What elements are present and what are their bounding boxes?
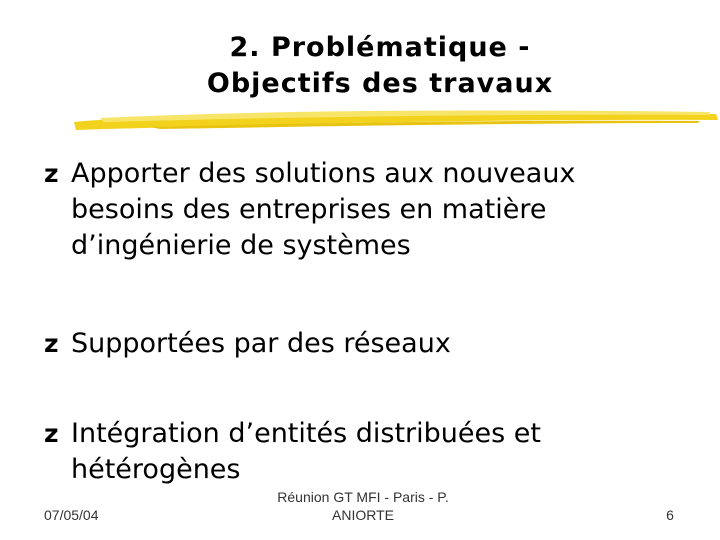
bullet-marker: z — [44, 329, 59, 358]
footer-event — [258, 488, 468, 524]
bullet-marker: z — [44, 419, 59, 448]
title-underline-brushstroke — [70, 100, 720, 134]
footer-event-line: Réunion GT MFI - Paris - P. — [277, 489, 449, 505]
bullet-item — [44, 416, 684, 488]
title-line-1: 2. Problématique - — [229, 32, 531, 63]
bullet-text-line: besoins des entreprises en matière — [71, 194, 547, 225]
slide-title — [130, 30, 630, 102]
bullet-item — [44, 326, 684, 362]
bullet-text-line: Intégration d’entités distribuées et — [71, 418, 541, 449]
footer-event-line: ANIORTE — [332, 507, 394, 523]
bullet-text-line: d’ingénierie de systèmes — [71, 230, 411, 261]
bullet-item — [44, 156, 684, 264]
slide-page-number: 6 — [666, 507, 674, 523]
footer-date: 07/05/04 — [44, 507, 99, 523]
bullet-text-line: hétérogènes — [71, 454, 241, 485]
bullet-text-line: Supportées par des réseaux — [71, 328, 451, 359]
title-line-2: Objectifs des travaux — [206, 68, 554, 99]
bullet-text-line: Apporter des solutions aux nouveaux — [71, 158, 576, 189]
bullet-marker: z — [44, 159, 59, 188]
